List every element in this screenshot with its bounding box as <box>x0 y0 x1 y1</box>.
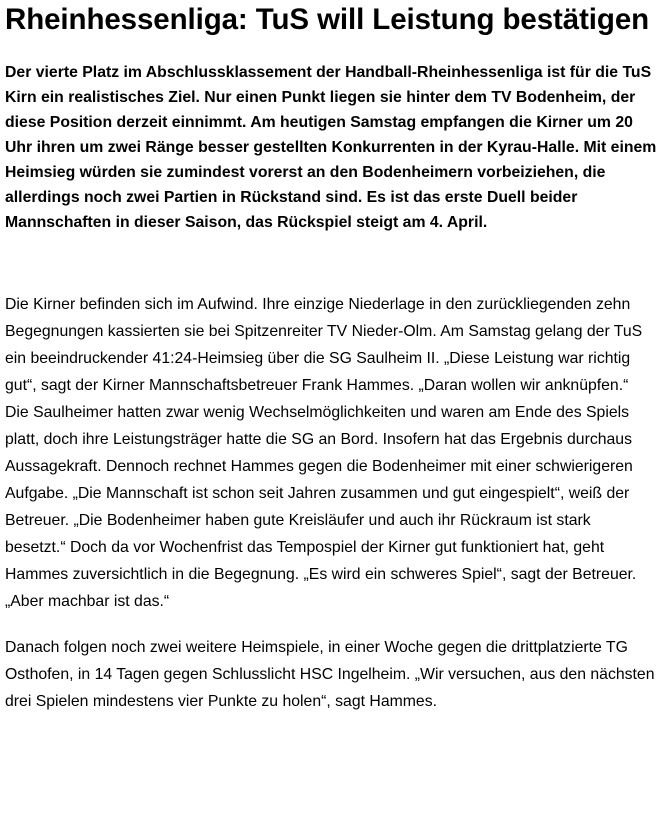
article <box>5 0 663 715</box>
article-paragraph-1: Die Kirner befinden sich im Aufwind. Ihre einzige Niederlage in den zurückliegenden zehn Begegnungen kassierten sie bei Spitzenreiter TV Nieder-Olm. Am Samstag gelang der TuS ein beeindruckender 41:24-Heimsieg über die SG Saulheim II. „Diese Leistung war richtig gut“, sagt der Kirner Mannschaftsbetreuer Frank Hammes. „Daran wollen wir anknüpfen.“ Die Saulheimer hatten zwar wenig Wechselmöglichkeiten und waren am Ende des Spiels platt, doch ihre Leistungsträger hatte die SG an Bord. Insofern hat das Ergebnis durchaus Aussagekraft. Dennoch rechnet Hammes gegen die Bodenheimer mit einer schwierigeren Aufgabe. „Die Mannschaft ist schon seit Jahren zusammen und gut eingespielt“, weiß der Betreuer. „Die Bodenheimer haben gute Kreisläufer und auch ihr Rückraum ist stark besetzt.“ Doch da vor Wochenfrist das Tempospiel der Kirner gut funktioniert hat, geht Hammes zuversichtlich in die Begegnung. „Es wird ein schweres Spiel“, sagt der Betreuer. „Aber machbar ist das.“ <box>5 296 643 610</box>
article-paragraph-2: Danach folgen noch zwei weitere Heimspiele, in einer Woche gegen die drittplatzierte TG Osthofen, in 14 Tagen gegen Schlusslicht HSC Ingelheim. „Wir versuchen, aus den nächsten drei Spielen mindestens vier Punkte zu holen“, sagt Hammes. <box>5 639 655 710</box>
article-lead: Der vierte Platz im Abschlussklassement der Handball-Rheinhessenliga ist für die TuS Kirn ein realistisches Ziel. Nur einen Punkt liegen sie hinter dem TV Bodenheim, der diese Position derzeit einnimmt. Am heutigen Samstag empfangen die Kirner um 20 Uhr ihren um zwei Ränge besser gestellten Konkurrenten in der Kyrau-Halle. Mit einem Heimsieg würden sie zumindest vorerst an den Bodenheimern vorbeiziehen, die allerdings noch zwei Partien in Rückstand sind. Es ist das erste Duell beider Mannschaften in dieser Saison, das Rückspiel steigt am 4. April. <box>5 64 657 231</box>
article-headline: Rheinhessenliga: TuS will Leistung bestätigen <box>5 3 650 36</box>
